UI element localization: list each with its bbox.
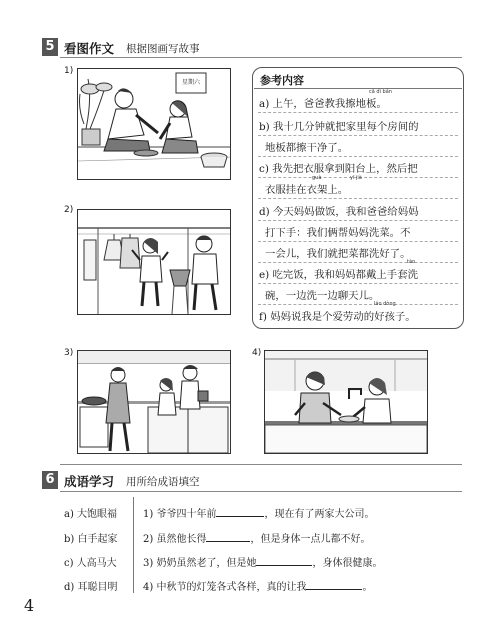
dashed-rule xyxy=(258,112,458,113)
column-divider xyxy=(133,497,134,593)
section-5-number: 5 xyxy=(42,38,58,56)
picture-1-illustration xyxy=(78,69,230,179)
pinyin-gua: guà xyxy=(312,175,322,181)
dashed-rule xyxy=(258,241,458,242)
section-6-top-rule xyxy=(60,464,462,465)
picture-2-illustration xyxy=(78,210,230,314)
dashed-rule xyxy=(258,304,458,305)
section-5-rule xyxy=(60,57,462,58)
reference-line-f: f) 妈妈说我是个爱劳动的好孩子。 xyxy=(259,311,416,323)
reference-line-d1: d) 今天妈妈做饭，我和爸爸给妈妈 xyxy=(259,206,419,218)
picture-2 xyxy=(77,209,231,315)
section-6-subtitle: 用所给成语填空 xyxy=(126,476,200,488)
dashed-rule xyxy=(258,262,458,263)
idiom-d: d) 耳聪目明 xyxy=(64,582,118,593)
sentence-1-number: 1) xyxy=(143,509,154,520)
sentence-1 xyxy=(143,505,374,520)
picture-3-illustration xyxy=(78,351,230,453)
section-6-bottom-rule xyxy=(60,491,462,492)
picture-3 xyxy=(77,350,231,454)
reference-line-b2: 地板都擦干净了。 xyxy=(265,142,349,154)
section-5-title: 看图作文 xyxy=(64,41,115,56)
section-6-title: 成语学习 xyxy=(64,474,115,489)
sentence-4-number: 4) xyxy=(143,582,154,593)
reference-line-d3: 一会儿，我们就把菜都洗好了。 xyxy=(265,248,411,260)
sentence-2-number: 2) xyxy=(143,534,154,545)
picture-1 xyxy=(77,68,231,180)
sentence-4-text-after: 。 xyxy=(362,582,373,593)
sentence-3-number: 3) xyxy=(143,558,154,569)
dashed-rule xyxy=(258,198,458,199)
sentence-2 xyxy=(143,530,370,545)
sentence-4 xyxy=(143,578,372,593)
reference-line-b1: b) 我十几分钟就把家里每个房间的 xyxy=(259,121,419,133)
calendar-label: 星期六 xyxy=(181,79,200,86)
section-6-number: 6 xyxy=(42,471,58,489)
sentence-3-blank[interactable] xyxy=(256,555,312,566)
sentence-1-text-before: 爷爷四十年前 xyxy=(156,509,217,520)
sentence-4-blank[interactable] xyxy=(306,579,362,590)
reference-line-c1: c) 我先把衣服拿到阳台上，然后把 xyxy=(259,163,418,175)
reference-line-e1: e) 吃完饭，我和妈妈都戴上手套洗 xyxy=(259,269,418,281)
dashed-rule xyxy=(258,220,458,221)
picture-4 xyxy=(264,350,428,454)
reference-line-a: a) 上午，爸爸教我擦地板。 xyxy=(259,98,387,110)
dashed-rule xyxy=(258,135,458,136)
sentence-3-text-before: 奶奶虽然老了，但是她 xyxy=(156,558,257,569)
picture-4-label: 4) xyxy=(252,348,262,358)
sentence-2-text-before: 虽然他长得 xyxy=(156,534,207,545)
picture-4-illustration xyxy=(265,351,427,453)
section-5-subtitle: 根据图画写故事 xyxy=(126,43,200,55)
sentence-1-text-after: ，现在有了两家大公司。 xyxy=(264,509,375,520)
picture-2-label: 2) xyxy=(64,205,74,215)
sentence-3 xyxy=(143,554,382,569)
sentence-1-blank[interactable] xyxy=(216,506,264,517)
page-number: 4 xyxy=(24,596,35,615)
dashed-rule xyxy=(258,283,458,284)
reference-heading: 参考内容 xyxy=(260,74,304,87)
idiom-c: c) 人高马大 xyxy=(64,558,117,569)
reference-line-c2: 衣服挂在衣架上。 xyxy=(265,184,349,196)
sentence-3-text-after: ，身体很健康。 xyxy=(312,558,383,569)
reference-line-e2: 碗，一边洗一边聊天儿。 xyxy=(265,290,380,302)
pinyin-tao: tào xyxy=(407,259,416,265)
idiom-b: b) 白手起家 xyxy=(64,534,118,545)
sentence-2-blank[interactable] xyxy=(206,531,250,542)
picture-1-label: 1) xyxy=(64,66,74,76)
pinyin-yi-jia: yī jià xyxy=(350,175,362,181)
dashed-rule xyxy=(258,156,458,157)
pinyin-lao-dong: láo dòng xyxy=(374,301,396,307)
pinyin-ca-di-ban: cā dì bǎn xyxy=(369,89,392,95)
picture-3-label: 3) xyxy=(64,348,74,358)
sentence-2-text-after: ，但是身体一点儿都不好。 xyxy=(250,534,371,545)
reference-line-d2: 打下手：我们俩帮妈妈洗菜。不 xyxy=(265,227,411,239)
sentence-4-text-before: 中秋节的灯笼各式各样，真的让我 xyxy=(156,582,307,593)
idiom-a: a) 大饱眼福 xyxy=(64,509,118,520)
